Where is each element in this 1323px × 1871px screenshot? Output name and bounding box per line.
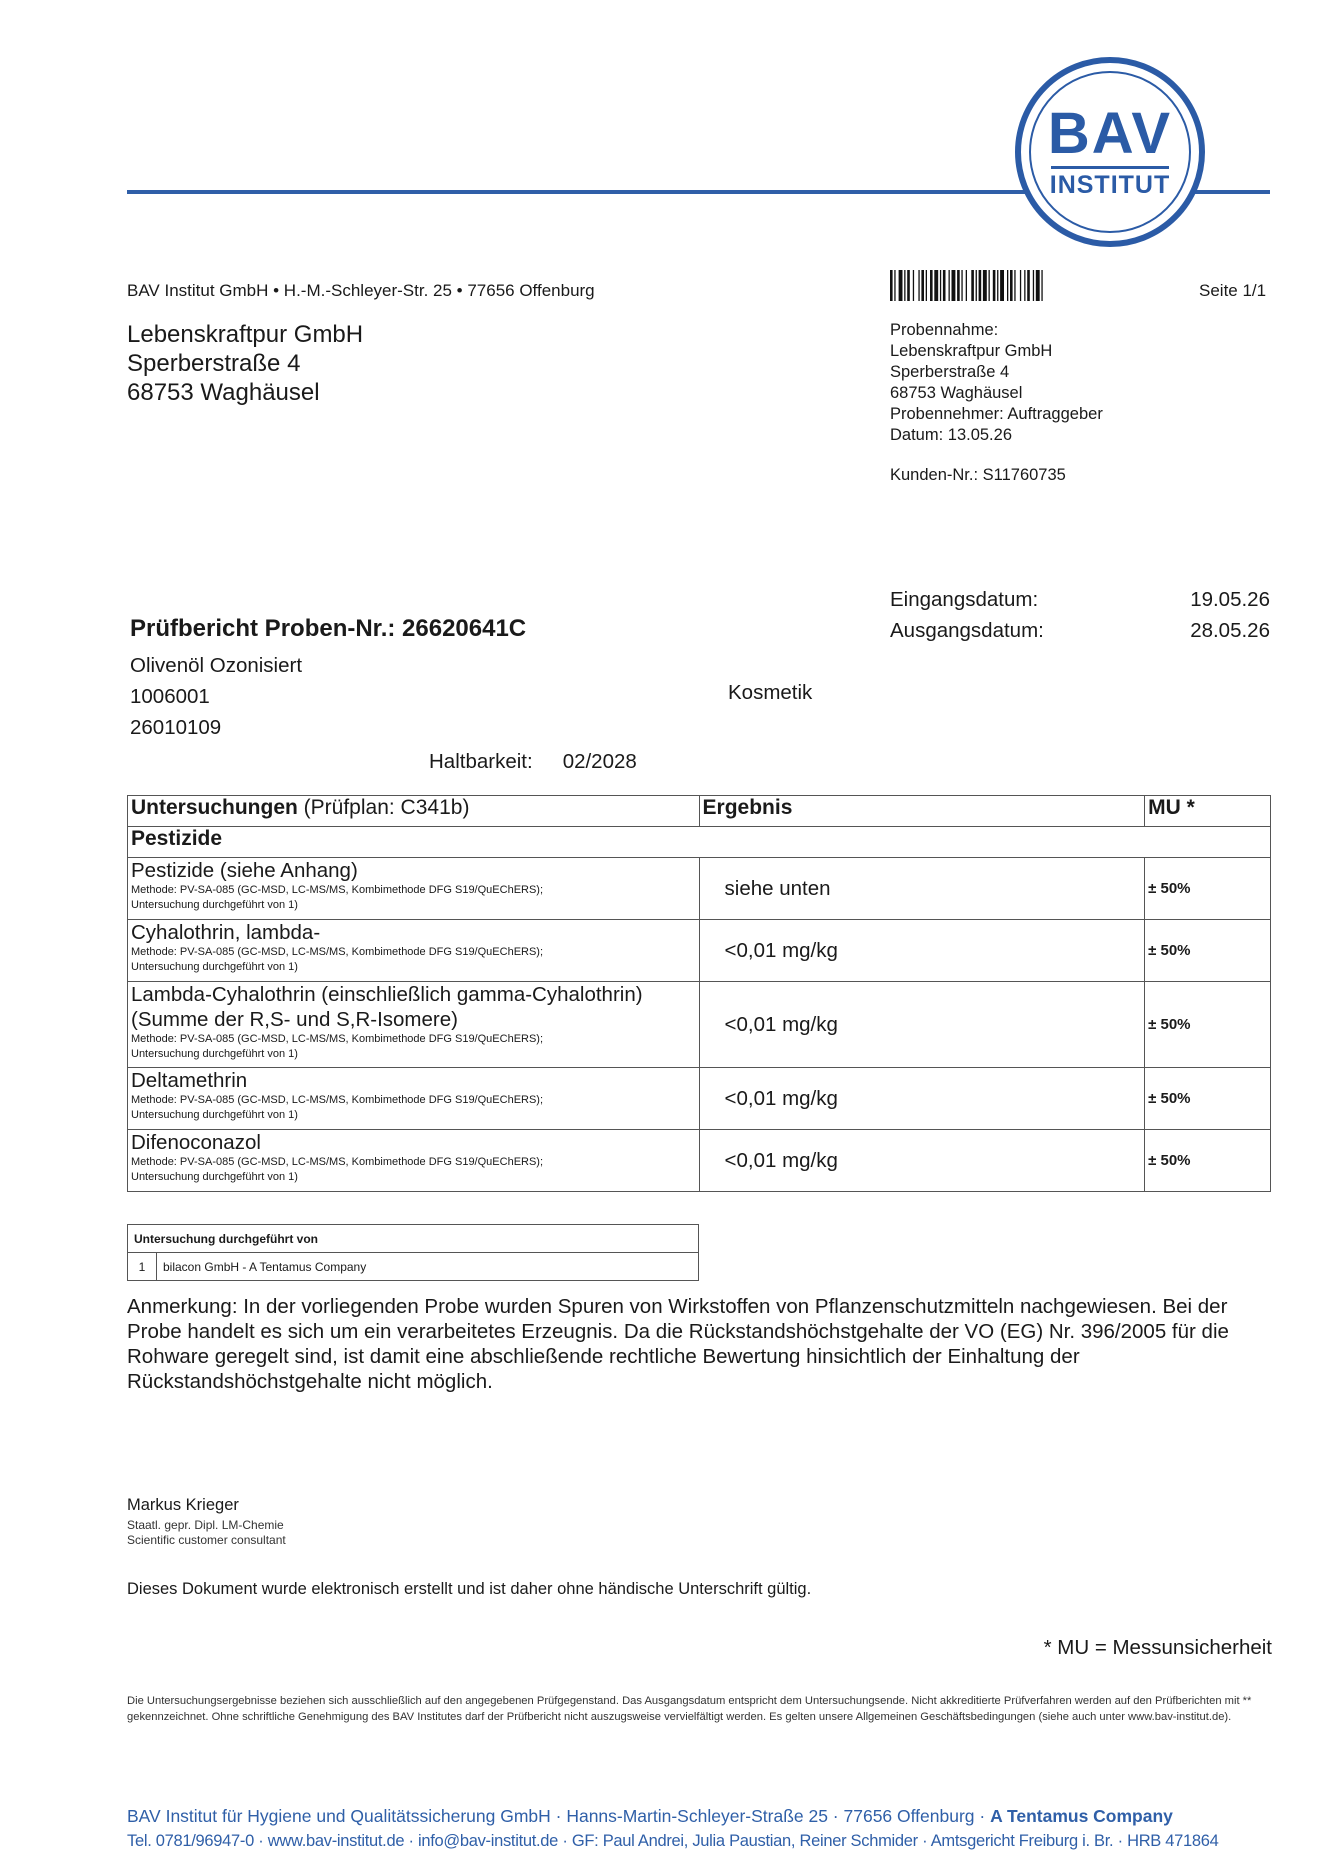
- col-header-mu: MU *: [1145, 796, 1271, 827]
- product-info: [130, 650, 302, 743]
- footer-company-line: BAV Institut für Hygiene und Qualitätssicherung GmbH · Hanns-Martin-Schleyer-Straße 25 · 77656 Offenburg · A Tentamus Company: [127, 1806, 1173, 1826]
- col-header-examination: Untersuchungen (Prüfplan: C341b): [128, 796, 700, 827]
- sampling-date: Datum: 13.05.26: [890, 426, 1012, 444]
- sampling-label: Probennahme:: [890, 321, 999, 339]
- sender-address: BAV Institut GmbH • H.-M.-Schleyer-Str. 25 • 77656 Offenburg: [127, 281, 595, 300]
- shelf-life-value: 02/2028: [562, 750, 637, 773]
- issued-date-value: 28.05.26: [1190, 619, 1270, 642]
- exam-name: Deltamethrin: [131, 1069, 248, 1092]
- mu-value: ± 50%: [1145, 982, 1271, 1068]
- lab-row: [128, 1253, 699, 1281]
- table-row: [128, 920, 1271, 982]
- electronic-document-note: Dieses Dokument wurde elektronisch erstellt und ist daher ohne händische Unterschrift gültig.: [127, 1580, 812, 1598]
- exam-performed-by: Untersuchung durchgeführt von 1): [131, 1048, 298, 1060]
- exam-cell: [128, 1130, 700, 1192]
- product-name: Olivenöl Ozonisiert: [130, 654, 303, 677]
- sampling-company: Lebenskraftpur GmbH: [890, 342, 1053, 360]
- exam-cell: [128, 920, 700, 982]
- exam-performed-by: Untersuchung durchgeführt von 1): [131, 961, 298, 973]
- mu-footnote: * MU = Messunsicherheit: [1043, 1636, 1272, 1659]
- product-category: Kosmetik: [728, 681, 813, 704]
- remark-text: Anmerkung: In der vorliegenden Probe wurden Spuren von Wirkstoffen von Pflanzenschutzmitteln nachgewiesen. Bei der Probe handelt es sich um ein verarbeitetes Erzeugnis. Da die Rückstandshöchstgehalte der VO (EG) Nr. 396/2005 für die Rohware geregelt sind, ist damit eine abschließende rechtliche Bewertung hinsichtlich der Einhaltung der Rückstandshöchstgehalte nicht möglich.: [127, 1295, 1229, 1393]
- result-value: <0,01 mg/kg: [699, 920, 1145, 982]
- exam-method: Methode: PV-SA-085 (GC-MSD, LC-MS/MS, Kombimethode DFG S19/QuEChERS);: [131, 1094, 544, 1106]
- shelf-life-label: Haltbarkeit:: [429, 750, 533, 773]
- shelf-life: [429, 750, 637, 774]
- batch-number: 26010109: [130, 716, 222, 739]
- received-date-label: Eingangsdatum:: [890, 588, 1039, 611]
- report-dates: [890, 584, 1270, 646]
- signatory-name: Markus Krieger: [127, 1496, 239, 1514]
- exam-performed-by: Untersuchung durchgeführt von 1): [131, 899, 298, 911]
- lab-header: Untersuchung durchgeführt von: [128, 1225, 699, 1253]
- recipient-city: 68753 Waghäusel: [127, 379, 320, 406]
- lab-number: 1: [128, 1253, 157, 1281]
- recipient-address: [127, 320, 363, 407]
- signatory-titles: [127, 1518, 286, 1548]
- table-row: [128, 858, 1271, 920]
- signatory-title-2: Scientific customer consultant: [127, 1533, 286, 1547]
- result-value: <0,01 mg/kg: [699, 1068, 1145, 1130]
- mu-value: ± 50%: [1145, 1130, 1271, 1192]
- exam-name: Pestizide (siehe Anhang): [131, 859, 358, 882]
- logo-divider: [1051, 166, 1169, 169]
- signatory-title-1: Staatl. gepr. Dipl. LM-Chemie: [127, 1518, 284, 1532]
- group-row: [128, 827, 1271, 858]
- exam-cell: [128, 1068, 700, 1130]
- sampling-sampler: Probennehmer: Auftraggeber: [890, 405, 1103, 423]
- exam-cell: [128, 982, 700, 1068]
- page-number: Seite 1/1: [1199, 281, 1267, 300]
- sampling-city: 68753 Waghäusel: [890, 384, 1023, 402]
- table-row: [128, 1068, 1271, 1130]
- bav-institut-logo: [1015, 57, 1205, 247]
- customer-number: Kunden-Nr.: S11760735: [890, 466, 1066, 484]
- table-row: [128, 1130, 1271, 1192]
- logo-bav-text: BAV: [1047, 101, 1173, 166]
- results-header-row: [128, 796, 1271, 827]
- result-value: <0,01 mg/kg: [699, 1130, 1145, 1192]
- sampling-street: Sperberstraße 4: [890, 363, 1010, 381]
- exam-method: Methode: PV-SA-085 (GC-MSD, LC-MS/MS, Kombimethode DFG S19/QuEChERS);: [131, 1156, 544, 1168]
- logo-institut-text: INSTITUT: [1049, 171, 1171, 199]
- exam-method: Methode: PV-SA-085 (GC-MSD, LC-MS/MS, Kombimethode DFG S19/QuEChERS);: [131, 1033, 544, 1045]
- barcode-icon: [890, 270, 1116, 301]
- exam-name-line2: (Summe der R,S- und S,R-Isomere): [131, 1008, 458, 1031]
- article-number: 1006001: [130, 685, 210, 708]
- table-row: [128, 982, 1271, 1068]
- exam-method: Methode: PV-SA-085 (GC-MSD, LC-MS/MS, Kombimethode DFG S19/QuEChERS);: [131, 884, 544, 896]
- issued-date-label: Ausgangsdatum:: [890, 619, 1044, 642]
- exam-name: Cyhalothrin, lambda-: [131, 921, 321, 944]
- report-title: Prüfbericht Proben-Nr.: 26620641C: [130, 615, 527, 642]
- group-label: Pestizide: [128, 827, 1271, 858]
- mu-value: ± 50%: [1145, 920, 1271, 982]
- footer-contact-line: Tel. 0781/96947-0 · www.bav-institut.de · info@bav-institut.de · GF: Paul Andrei, Julia Paustian, Reiner Schmider · Amtsgericht Freiburg i. Br. · HRB 471864: [127, 1832, 1219, 1850]
- received-date-value: 19.05.26: [1190, 588, 1270, 611]
- result-value: <0,01 mg/kg: [699, 982, 1145, 1068]
- exam-name: Lambda-Cyhalothrin (einschließlich gamma-Cyhalothrin): [131, 983, 643, 1006]
- exam-method: Methode: PV-SA-085 (GC-MSD, LC-MS/MS, Kombimethode DFG S19/QuEChERS);: [131, 946, 544, 958]
- disclaimer-text: Die Untersuchungsergebnisse beziehen sich ausschließlich auf den angegebenen Prüfgegenstand. Das Ausgangsdatum entspricht dem Untersuchungsende. Nicht akkreditierte Prüfverfahren werden auf den Prüfberichten mit ** gekennzeichnet. Ohne schriftliche Genehmigung des BAV Institutes darf der Prüfbericht nicht auszugsweise vervielfältigt werden. Es gelten unsere Allgemeinen Geschäftsbedingungen (siehe auch unter www.bav-institut.de).: [127, 1695, 1252, 1723]
- recipient-street: Sperberstraße 4: [127, 350, 301, 377]
- col-header-result: Ergebnis: [699, 796, 1145, 827]
- mu-value: ± 50%: [1145, 1068, 1271, 1130]
- results-table: [127, 795, 1271, 1192]
- exam-performed-by: Untersuchung durchgeführt von 1): [131, 1109, 298, 1121]
- mu-value: ± 50%: [1145, 858, 1271, 920]
- result-value: siehe unten: [699, 858, 1145, 920]
- lab-table: [127, 1224, 699, 1281]
- lab-name: bilacon GmbH - A Tentamus Company: [157, 1253, 699, 1281]
- exam-performed-by: Untersuchung durchgeführt von 1): [131, 1171, 298, 1183]
- exam-name: Difenoconazol: [131, 1131, 261, 1154]
- recipient-company: Lebenskraftpur GmbH: [127, 321, 364, 348]
- sampling-info: [890, 320, 1103, 446]
- exam-cell: [128, 858, 700, 920]
- lab-header-row: [128, 1225, 699, 1253]
